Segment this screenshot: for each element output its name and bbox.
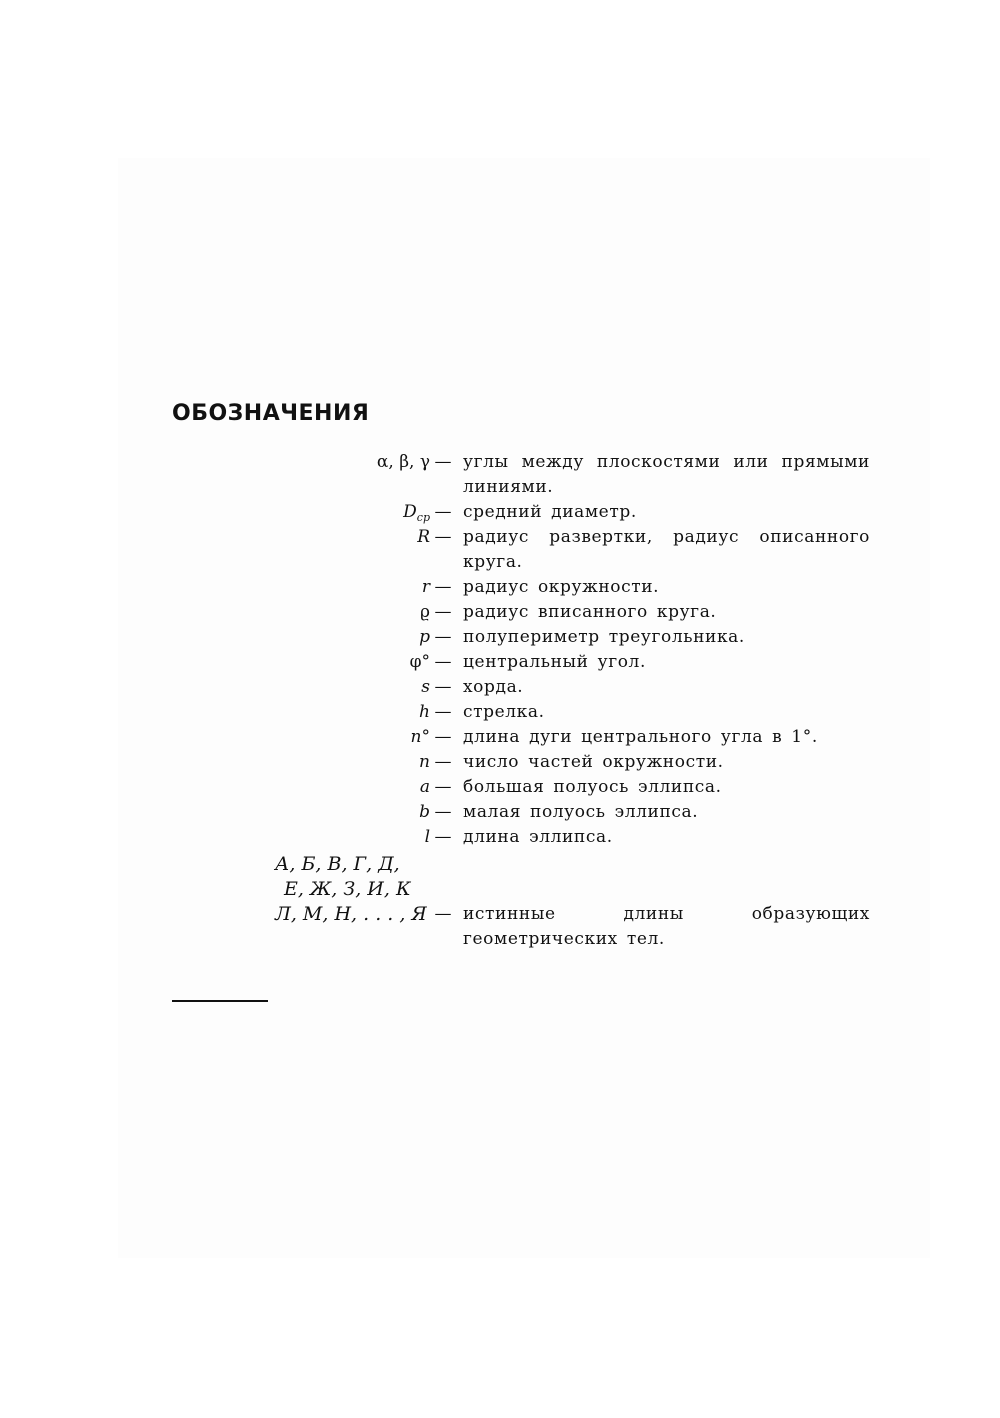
notation-list [240,450,870,952]
dash: — [434,652,452,672]
notation-symbol-line: А, Б, В, Г, Д, [275,853,400,875]
notation-symbol: n [419,752,430,772]
notation-symbol: b [419,802,430,822]
dash: — [434,752,452,772]
notation-description: полупериметр треугольника. [463,627,745,647]
page-title: ОБОЗНАЧЕНИЯ [172,401,370,426]
notation-entry [240,575,870,600]
notation-entry [240,800,870,825]
notation-symbol: $D_{cp}$ [403,502,430,524]
dash: — [434,904,452,924]
notation-symbol: α, β, γ [376,452,430,472]
notation-entry [240,700,870,725]
notation-description: истинные длины образующих геометрических тел. [463,904,870,949]
dash: — [434,802,452,822]
notation-description: радиус вписанного круга. [463,602,717,622]
notation-description: число частей окружности. [463,752,724,772]
notation-description: средний диаметр. [463,502,637,522]
notation-entry [240,600,870,625]
notation-symbol: s [421,677,430,697]
notation-entry-bodies [240,852,870,952]
notation-entry [240,450,870,500]
notation-symbol: R [417,527,430,547]
dash: — [434,527,452,547]
dash: — [434,727,452,747]
dash: — [434,602,452,622]
notation-symbol: ϱ [420,602,430,622]
notation-description: стрелка. [463,702,545,722]
notation-symbol: φ° [409,652,430,672]
notation-symbol: p [419,627,430,647]
notation-symbol: l [424,827,430,847]
notation-description: длина эллипса. [463,827,613,847]
notation-entry [240,775,870,800]
notation-description: углы между плоскостями или прямыми линиями. [463,452,870,497]
notation-symbol-line: Л, М, Н, . . . , Я [275,903,427,925]
notation-symbol: r [421,577,430,597]
notation-symbol-line: Е, Ж, З, И, К [284,878,411,900]
notation-description: большая полуось эллипса. [463,777,722,797]
notation-description: радиус развертки, радиус описанного круга. [463,527,870,572]
footnote-rule [172,1000,268,1002]
dash: — [434,702,452,722]
dash: — [434,777,452,797]
notation-symbol: n° [410,727,430,747]
notation-symbol: h [419,702,430,722]
notation-symbol: a [419,777,430,797]
notation-description: малая полуось эллипса. [463,802,699,822]
symbol-subscript: cp [416,511,430,524]
dash: — [434,502,452,522]
dash: — [434,577,452,597]
notation-description: радиус окружности. [463,577,660,597]
dash: — [434,452,452,472]
notation-entry [240,525,870,575]
notation-entry [240,725,870,750]
dash: — [434,827,452,847]
notation-entry [240,750,870,775]
dash: — [434,627,452,647]
notation-description: хорда. [463,677,524,697]
notation-description: длина дуги центрального угла в 1°. [463,727,818,747]
dash: — [434,677,452,697]
notation-description: центральный угол. [463,652,646,672]
notation-entry [240,825,870,850]
notation-entry [240,500,870,525]
notation-entry [240,675,870,700]
notation-entry [240,650,870,675]
notation-entry [240,625,870,650]
